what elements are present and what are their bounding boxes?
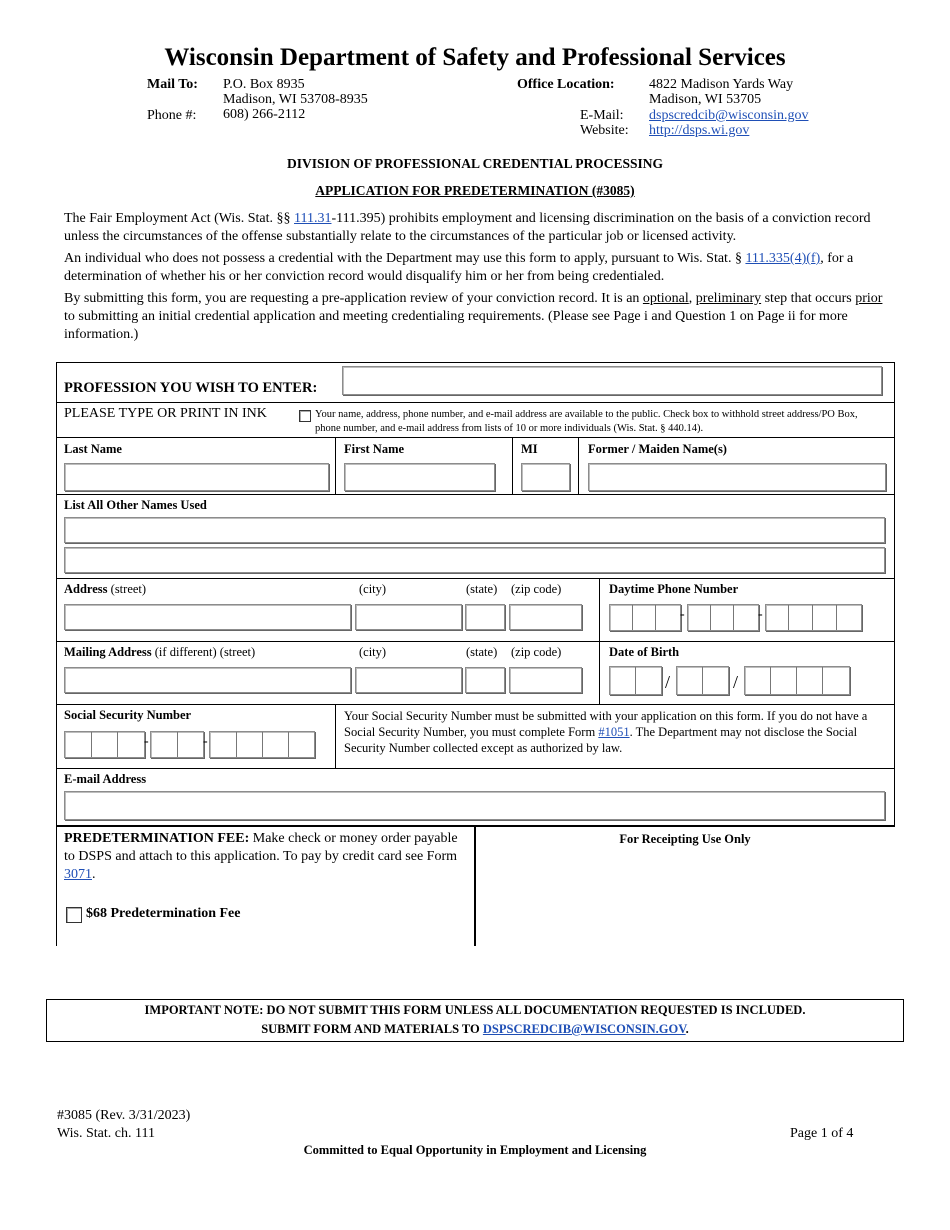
mail-to-label: Mail To: (147, 77, 198, 92)
p3-prior: prior (855, 291, 883, 306)
fee-a: Make check or money order payable to DSPS and attach to this application. To pay by credit card see Form (64, 831, 458, 864)
phone-dash-2: - (758, 607, 763, 622)
p2-a: An individual who does not possess a credential with the Department may use this form to apply, pursuant to Wis. Stat. § (64, 251, 746, 266)
division-heading: DIVISION OF PROFESSIONAL CREDENTIAL PROCESSING (286, 156, 664, 171)
ssn-dash-2: - (203, 734, 208, 749)
email-address-input[interactable] (64, 791, 885, 820)
privacy-note: Your name, address, phone number, and e-mail address are available to the public. Check box to withhold street address/PO Box, phone number, and e-mail address from lists of 10 or more individuals (Wis. Stat. § 440.14). (315, 409, 858, 434)
state-label: (state) (466, 582, 498, 596)
footer-form-number: #3085 (Rev. 3/31/2023) (57, 1108, 191, 1123)
zip-input[interactable] (509, 604, 582, 630)
statute-link-111-31[interactable]: 111.31 (294, 211, 332, 226)
p3-d: to submitting an initial credential application and meeting credentialing requirements. (Please see Page i and Question 1 on Page ii for more information.) (64, 309, 848, 342)
city-label: (city) (359, 582, 387, 596)
important-note-line1: IMPORTANT NOTE: DO NOT SUBMIT THIS FORM UNLESS ALL DOCUMENTATION REQUESTED IS INCLUDED. (144, 1003, 806, 1017)
last-name-label: Last Name (64, 442, 122, 456)
ssn-part1-input[interactable] (64, 731, 145, 758)
form-3071-link[interactable]: 3071 (64, 867, 92, 882)
intro-p1 (64, 210, 894, 246)
mi-input[interactable] (521, 463, 570, 491)
intro-p2 (64, 250, 894, 286)
street-input[interactable] (64, 604, 351, 630)
ssn-note (344, 708, 884, 756)
state-input[interactable] (465, 604, 505, 630)
profession-label: PROFESSION YOU WISH TO ENTER: (64, 380, 318, 396)
important-note-box (46, 999, 904, 1042)
address-label-bold: Address (64, 582, 108, 596)
phone-line-input[interactable] (765, 604, 862, 631)
ssn-note-a: Your Social Security Number must be submitted with your application on this form. If you do not have a Social Security Number, you must complete Form (344, 709, 868, 739)
note-line2-a: SUBMIT FORM AND MATERIALS TO (261, 1022, 483, 1036)
daytime-phone-label: Daytime Phone Number (609, 582, 739, 596)
dob-slash-1: / (665, 672, 671, 692)
mailing-street-input[interactable] (64, 667, 351, 693)
fee-b: . (92, 867, 96, 882)
mail-line2: Madison, WI 53708-8935 (223, 92, 368, 107)
office-line2: Madison, WI 53705 (649, 92, 762, 107)
intro-p3 (64, 290, 894, 344)
address-label (64, 582, 146, 597)
other-names-label: List All Other Names Used (64, 498, 207, 512)
p3-b: , (688, 291, 696, 306)
ssn-note-b: . The Department may not disclose the Social Security Number collected except as authorized by law. (344, 725, 858, 755)
form-title-text: APPLICATION FOR PREDETERMINATION (#3085) (315, 183, 635, 198)
form-title (0, 183, 950, 199)
dob-slash-2: / (733, 672, 739, 692)
email-address-label: E-mail Address (64, 772, 147, 786)
intro (64, 210, 894, 344)
p3-preliminary: preliminary (695, 291, 762, 306)
mailing-label-bold: Mailing Address (64, 645, 152, 659)
office-line1: 4822 Madison Yards Way (649, 77, 794, 92)
mailing-zip-input[interactable] (509, 667, 582, 693)
mailing-label (64, 645, 255, 660)
other-names-input-1[interactable] (64, 517, 885, 543)
receipting-label: For Receipting Use Only (619, 832, 751, 846)
phone-label: Phone #: (147, 108, 197, 123)
mailing-zip-label: (zip code) (511, 645, 562, 659)
mail-line1: P.O. Box 8935 (223, 77, 305, 92)
withhold-info-checkbox[interactable] (299, 410, 311, 422)
mailing-label-rest: (if different) (street) (151, 645, 256, 659)
p3-optional: optional (642, 291, 689, 306)
phone-dash-1: - (680, 607, 685, 622)
dob-year-input[interactable] (744, 666, 850, 695)
p1-a: The Fair Employment Act (Wis. Stat. §§ (64, 211, 295, 226)
phone-prefix-input[interactable] (687, 604, 759, 631)
last-name-input[interactable] (64, 463, 329, 491)
p2-b: , for a determination of whether his or her conviction record would disqualify him or her from being credentialed. (64, 251, 854, 284)
other-names-input-2[interactable] (64, 547, 885, 573)
p1-b: -111.395) prohibits employment and licensing discrimination on the basis of a conviction record unless the circumstances of the offense substantially relate to the circumstances of the particular job or licensed activity. (64, 211, 871, 244)
dob-label: Date of Birth (609, 645, 680, 659)
phone-area-code-input[interactable] (609, 604, 681, 631)
first-name-label: First Name (344, 442, 405, 456)
mailing-state-label: (state) (466, 645, 498, 659)
p3-c: step that occurs (761, 291, 856, 306)
website-label: Website: (580, 123, 629, 138)
important-note-line2 (47, 1022, 903, 1037)
ink-label: PLEASE TYPE OR PRINT IN INK (64, 406, 267, 421)
mailing-city-input[interactable] (355, 667, 462, 693)
footer-motto: Committed to Equal Opportunity in Employment and Licensing (303, 1143, 647, 1157)
footer-page-number: Page 1 of 4 (790, 1126, 854, 1141)
website-link[interactable]: http://dsps.wi.gov (649, 123, 750, 138)
ssn-dash-1: - (144, 734, 149, 749)
first-name-input[interactable] (344, 463, 495, 491)
fee-text (64, 830, 464, 884)
city-input[interactable] (355, 604, 462, 630)
dob-month-input[interactable] (609, 666, 662, 695)
dob-day-input[interactable] (676, 666, 729, 695)
form-1051-link[interactable]: #1051 (598, 725, 630, 739)
p3-a: By submitting this form, you are requesting a pre-application review of your conviction record. It is an (64, 291, 643, 306)
mailing-state-input[interactable] (465, 667, 505, 693)
email-label: E-Mail: (580, 108, 624, 123)
fee-option-label: $68 Predetermination Fee (86, 906, 241, 921)
fee-bold: PREDETERMINATION FEE: (64, 831, 250, 846)
note-line2-b: . (685, 1022, 689, 1036)
email-link[interactable]: dspscredcib@wisconsin.gov (649, 108, 809, 123)
page-title: Wisconsin Department of Safety and Professional Services (164, 44, 786, 71)
fee-checkbox[interactable] (66, 907, 82, 923)
statute-link-111-335[interactable]: 111.335(4)(f) (745, 251, 821, 266)
phone-value: 608) 266-2112 (223, 107, 306, 122)
mailing-city-label: (city) (359, 645, 387, 659)
profession-input[interactable] (342, 366, 882, 395)
mi-label: MI (521, 442, 538, 456)
submit-email-link[interactable]: DSPSCREDCIB@WISCONSIN.GOV (482, 1022, 686, 1036)
former-name-input[interactable] (588, 463, 886, 491)
ssn-part3-input[interactable] (209, 731, 315, 758)
office-label: Office Location: (517, 77, 615, 92)
ssn-label: Social Security Number (64, 708, 192, 722)
zip-label: (zip code) (511, 582, 562, 596)
address-label-rest: (street) (107, 582, 147, 596)
former-name-label: Former / Maiden Name(s) (588, 442, 727, 456)
ssn-part2-input[interactable] (150, 731, 204, 758)
footer-statute: Wis. Stat. ch. 111 (57, 1126, 155, 1141)
